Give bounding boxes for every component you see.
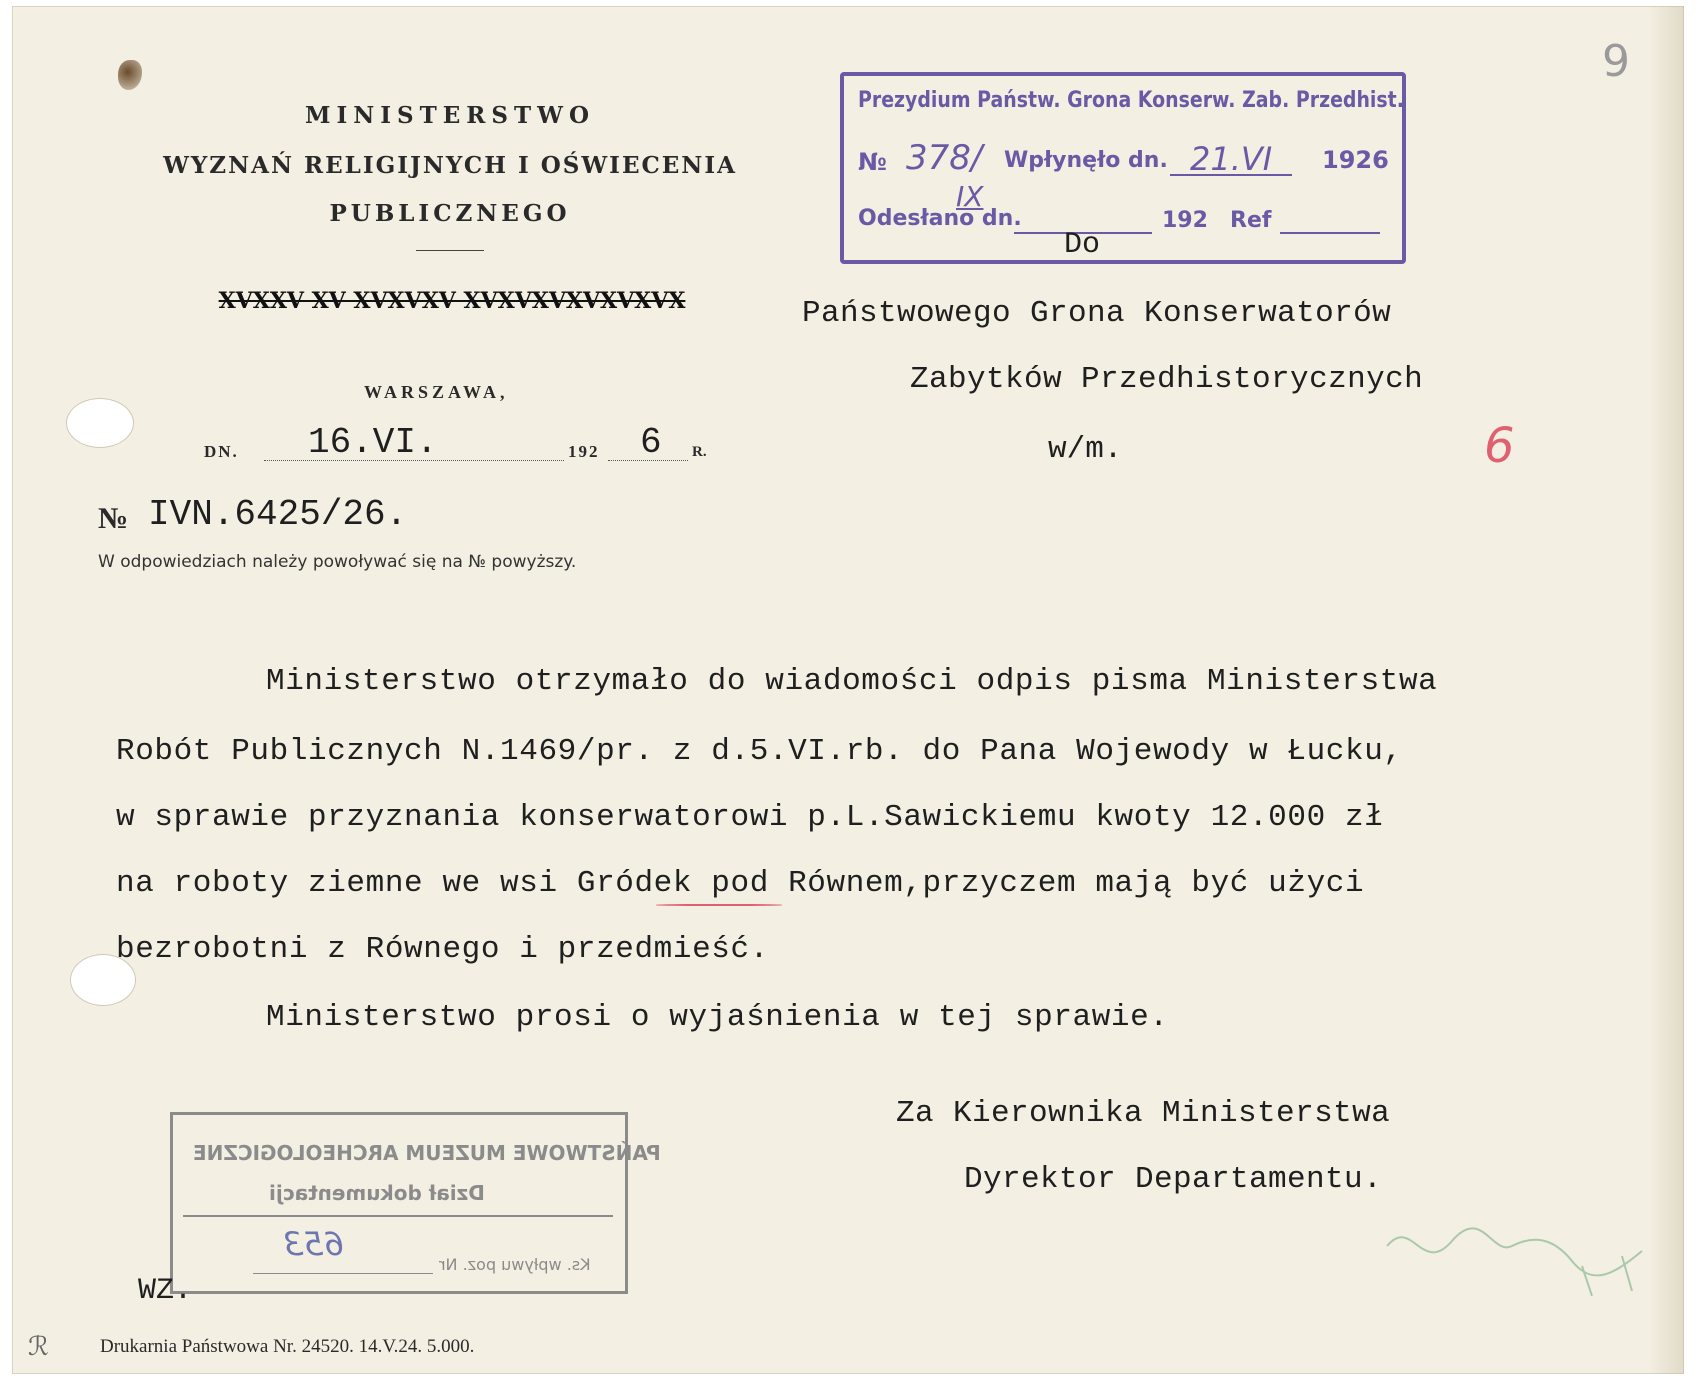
body-line-4: na roboty ziemne we wsi Gródek pod Równem,przyczem mają być użyci [116, 866, 1365, 901]
addressee-line-2: Zabytków Przedhistorycznych [910, 362, 1424, 397]
received-stamp-ref-line [1280, 232, 1380, 234]
archive-stamp-line-2: Dział dokumentacji [269, 1181, 485, 1205]
date-label: DN. [204, 442, 239, 461]
archive-stamp-line-1: PAŃSTWOWE MUZEUM ARCHEOLOGICZNE [193, 1141, 661, 1165]
red-pencil-mark: 6 [1484, 418, 1515, 474]
struck-out-line: XVXXV XV XVXVXV XVXVXVXVXVXVX [218, 288, 686, 314]
wz-mark: WZ. [138, 1274, 193, 1308]
body-line-1: Ministerstwo otrzymało do wiadomości odpis pisma Ministerstwa [266, 664, 1438, 699]
letterhead-line-1: MINISTERSTWO [305, 102, 595, 129]
body-line-6: Ministerstwo prosi o wyjaśnienia w tej sprawie. [266, 1000, 1169, 1035]
red-underline [656, 904, 782, 906]
document-sheet [12, 6, 1684, 1374]
body-line-2: Robót Publicznych N.1469/pr. z d.5.VI.rb. do Pana Wojewody w Łucku, [116, 734, 1403, 769]
received-stamp-date-label: Wpłynęło dn. [1004, 148, 1168, 173]
addressee-do: Do [1064, 228, 1101, 262]
letterhead-divider [416, 250, 484, 251]
archive-stamp-number: 653 [283, 1225, 345, 1263]
received-stamp [840, 72, 1406, 264]
received-stamp-year: 1926 [1322, 146, 1389, 174]
addressee-line-3: w/m. [1048, 432, 1123, 467]
received-stamp-no-roman: IX [956, 180, 984, 213]
year-suffix: R. [692, 444, 707, 460]
body-line-5: bezrobotni z Równego i przedmieść. [116, 932, 769, 967]
archive-stamp-line [253, 1273, 433, 1274]
corner-pencil-mark: ℛ [28, 1332, 49, 1362]
letterhead-line-3: PUBLICZNEGO [329, 200, 571, 227]
archive-stamp-divider [183, 1215, 613, 1217]
received-stamp-sent-year: 192 [1162, 208, 1208, 233]
received-stamp-no-label: № [858, 148, 887, 176]
signature-line-1: Za Kierownika Ministerstwa [896, 1096, 1391, 1131]
archive-stamp [170, 1112, 661, 1294]
year-digit: 6 [640, 422, 662, 463]
archive-stamp-line-3: Ks. wpływu poz. Nr [439, 1255, 591, 1274]
page-number: 9 [1602, 36, 1630, 87]
received-stamp-date-value: 21.VI [1190, 140, 1273, 178]
year-prefix: 192 [568, 442, 600, 461]
signature-line-2: Dyrektor Departamentu. [964, 1162, 1383, 1197]
pencil-scribble [1382, 1206, 1662, 1296]
addressee-line-1: Państwowego Grona Konserwatorów [802, 296, 1392, 331]
city-label: WARSZAWA, [364, 382, 509, 402]
received-stamp-no-value: 378/ [906, 138, 983, 178]
reply-note: W odpowiedziach należy powoływać się na № powyższy. [98, 552, 577, 572]
letterhead-line-2: WYZNAŃ RELIGIJNYCH I OŚWIECENIA [163, 152, 737, 179]
ink-blot [118, 60, 142, 90]
printer-note: Drukarnia Państwowa Nr. 24520. 14.V.24. 5.000. [100, 1336, 475, 1357]
body-line-3: w sprawie przyznania konserwatorowi p.L.Sawickiemu kwoty 12.000 zł [116, 800, 1384, 835]
document-number: IVN.6425/26. [148, 494, 408, 535]
received-stamp-ref-label: Ref [1230, 208, 1272, 233]
punch-hole-top [66, 398, 134, 448]
number-sign: № [98, 502, 129, 535]
received-stamp-sent-label: Odesłano dn. [858, 206, 1022, 231]
date-value: 16.VI. [308, 422, 438, 463]
received-stamp-header: Prezydium Państw. Grona Konserw. Zab. Przedhist. [858, 88, 1404, 113]
